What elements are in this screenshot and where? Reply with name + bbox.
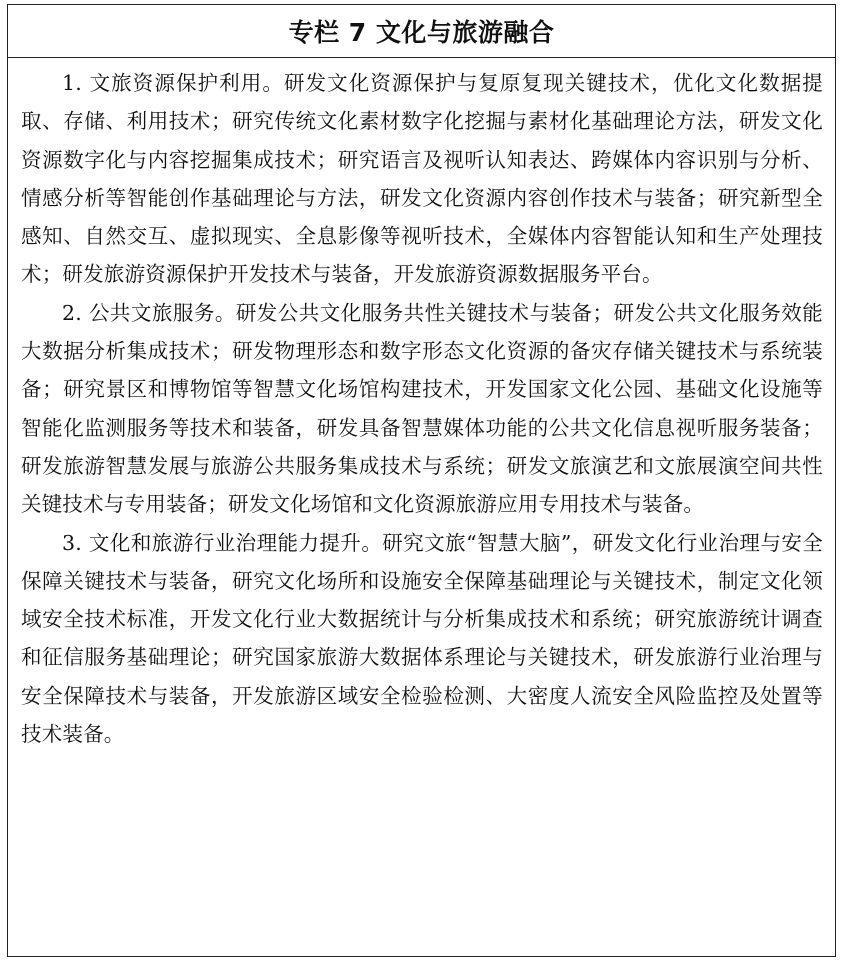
paragraph-governance: 3. 文化和旅游行业治理能力提升。研究文旅“智慧大脑”，研发文化行业治理与安全保障关键技术与装备，研究文化场所和设施安全保障基础理论与关键技术，制定文化领域安全技术标准，开发文化行业大数据统计与分析集成技术和系统；研究旅游统计调查和征信服务基础理论；研究国家旅游大数据体系理论与关键技术，研发旅游行业治理与安全保障技术与装备，开发旅游区域安全检验检测、大密度人流安全风险监控及处置等技术装备。 — [21, 530, 823, 747]
paragraph-public-services: 2. 公共文旅服务。研发公共文化服务共性关键技术与装备；研发公共文化服务效能大数据分析集成技术；研发物理形态和数字形态文化资源的备灾存储关键技术与系统装备；研究景区和博物馆等智慧文化场馆构建技术，开发国家文化公园、基础文化设施等智能化监测服务等技术和装备，研发具备智慧媒体功能的公共文化信息视听服务装备；研发旅游智慧发展与旅游公共服务集成技术与系统；研发文旅演艺和文旅展演空间共性关键技术与专用装备；研发文化场馆和文化资源旅游应用专用技术与装备。 — [21, 300, 823, 517]
feature-panel — [7, 4, 836, 957]
panel-title: 专栏 7 文化与旅游融合 — [288, 18, 555, 47]
panel-header — [8, 5, 835, 58]
paragraph-resource-protection: 1. 文旅资源保护利用。研发文化资源保护与复原复现关键技术，优化文化数据提取、存储、利用技术；研究传统文化素材数字化挖掘与素材化基础理论方法，研发文化资源数字化与内容挖掘集成技术；研究语言及视听认知表达、跨媒体内容识别与分析、情感分析等智能创作基础理论与方法，研发文化资源内容创作技术与装备；研究新型全感知、自然交互、虚拟现实、全息影像等视听技术，全媒体内容智能认知和生产处理技术；研发旅游资源保护开发技术与装备，开发旅游资源数据服务平台。 — [21, 71, 823, 287]
panel-body — [8, 58, 835, 753]
